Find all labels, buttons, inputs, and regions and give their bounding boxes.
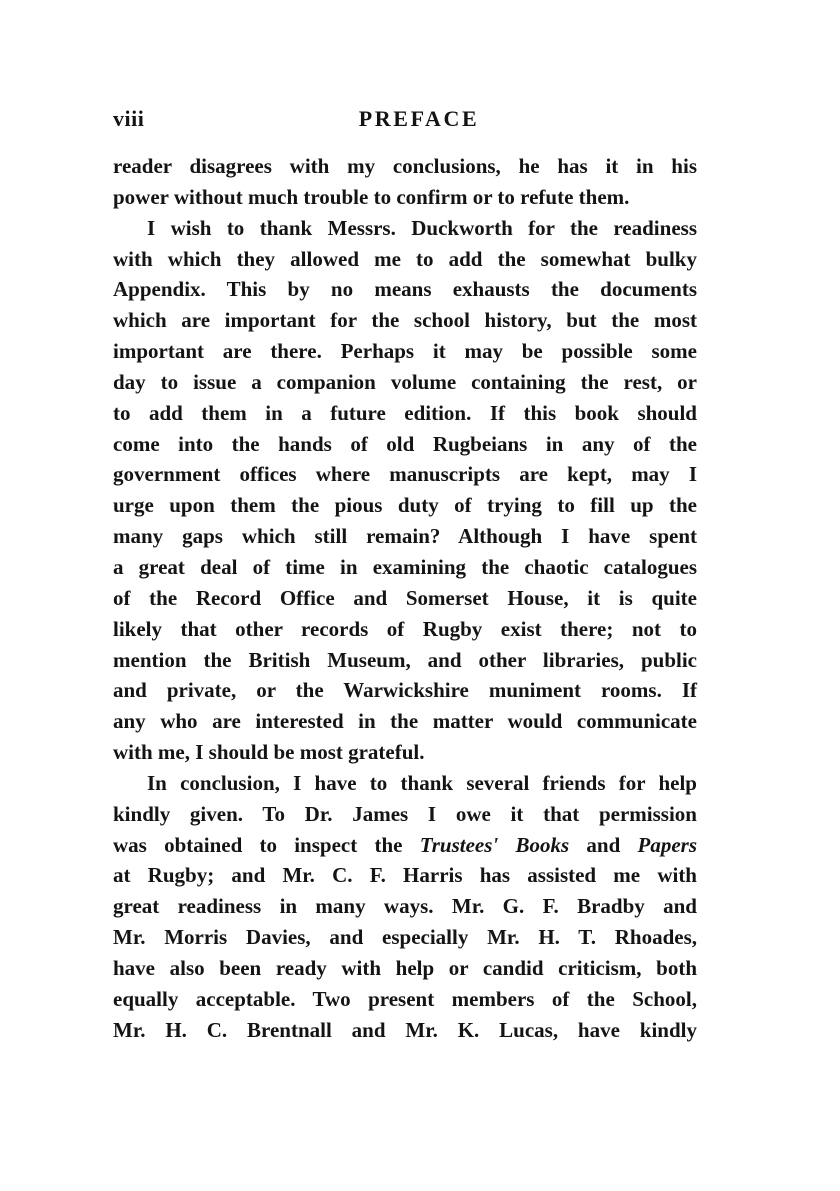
text-line: Mr. H. C. Brentnall and Mr. K. Lucas, have kindly <box>113 1017 697 1042</box>
text-line: kindly given. To Dr. James I owe it that permission <box>113 801 697 826</box>
text-line: day to issue a companion volume containing the rest, or <box>113 369 697 394</box>
text-line: mention the British Museum, and other libraries, public <box>113 647 697 672</box>
text-line: which are important for the school history, but the most <box>113 308 697 333</box>
text-line: and private, or the Warwickshire muniment rooms. If <box>113 678 697 703</box>
text-line: In conclusion, I have to thank several friends for help <box>147 770 697 795</box>
text-line: great readiness in many ways. Mr. G. F. Bradby and <box>113 894 697 919</box>
text-line: urge upon them the pious duty of trying to fill up the <box>113 493 697 518</box>
text-line: of the Record Office and Somerset House, it is quite <box>113 585 697 610</box>
line-text: was obtained to inspect the <box>113 832 420 857</box>
text-line: any who are interested in the matter would communicate <box>113 709 697 734</box>
text-line: many gaps which still remain? Although I have spent <box>113 524 697 549</box>
text-line-with-italics <box>113 830 697 861</box>
italic-title: Trustees' Books <box>419 832 570 857</box>
text-line: power without much trouble to confirm or to refute them. <box>113 184 630 209</box>
text-line: with me, I should be most grateful. <box>113 740 425 765</box>
text-line: Mr. Morris Davies, and especially Mr. H. T. Rhoades, <box>113 925 697 950</box>
text-line: Appendix. This by no means exhausts the documents <box>113 277 697 302</box>
running-head <box>113 106 697 138</box>
text-line: government offices where manuscripts are kept, may I <box>113 462 697 487</box>
text-line: a great deal of time in examining the chaotic catalogues <box>113 554 697 579</box>
preface-body <box>113 151 697 1045</box>
line-text: and <box>569 832 638 857</box>
text-line: likely that other records of Rugby exist there; not to <box>113 616 697 641</box>
text-line: important are there. Perhaps it may be possible some <box>113 339 697 364</box>
text-line: I wish to thank Messrs. Duckworth for the readiness <box>147 215 697 240</box>
italic-title: Papers <box>637 832 698 857</box>
page-number: viii <box>113 106 145 131</box>
text-line: reader disagrees with my conclusions, he has it in his <box>113 154 697 178</box>
running-title: PREFACE <box>358 106 480 131</box>
text-line: equally acceptable. Two present members of the School, <box>113 986 697 1011</box>
text-line: at Rugby; and Mr. C. F. Harris has assisted me with <box>113 863 697 888</box>
text-line: have also been ready with help or candid criticism, both <box>113 955 697 980</box>
text-line: come into the hands of old Rugbeians in any of the <box>113 431 697 456</box>
text-line: with which they allowed me to add the somewhat bulky <box>113 246 697 271</box>
text-line: to add them in a future edition. If this book should <box>113 400 697 425</box>
